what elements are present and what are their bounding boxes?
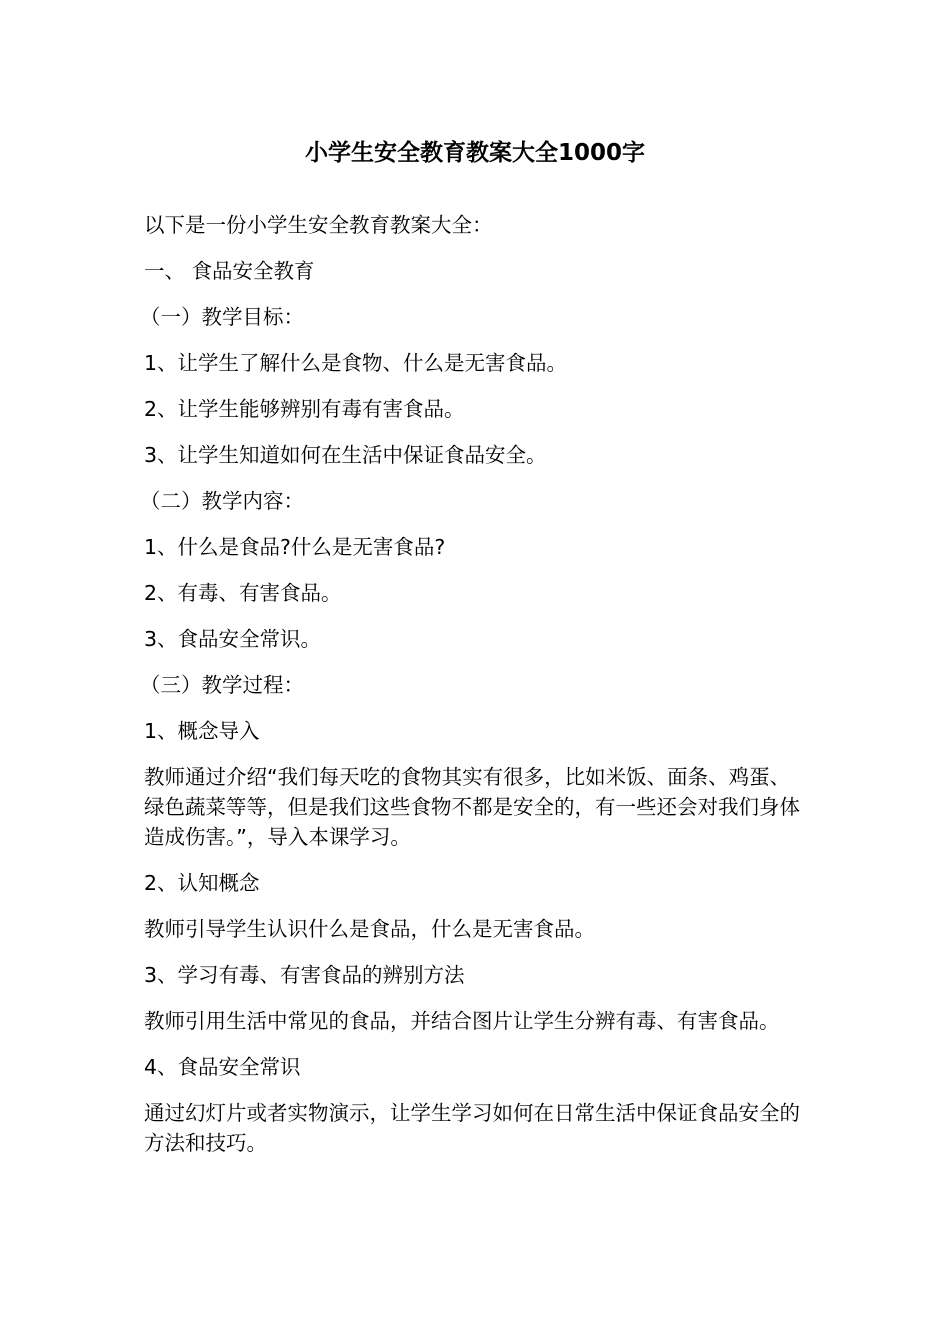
body-paragraph: 教师引导学生认识什么是食品，什么是无害食品。 xyxy=(144,917,595,941)
body-paragraph: 教师引用生活中常见的食品，并结合图片让学生分辨有毒、有害食品。 xyxy=(144,1009,780,1033)
intro-paragraph: 以下是一份小学生安全教育教案大全： xyxy=(144,213,493,237)
list-item: 1、让学生了解什么是食物、什么是无害食品。 xyxy=(144,351,568,375)
step-heading: 4、食品安全常识 xyxy=(144,1055,301,1079)
section-heading: 一、 食品安全教育 xyxy=(144,259,315,283)
body-paragraph: 教师通过介绍“我们每天吃的食物其实有很多，比如米饭、面条、鸡蛋、绿色蔬菜等等，但是我们这些食物不都是安全的，有一些还会对我们身体造成伤害。”，导入本课学习。 xyxy=(144,765,800,849)
subsection-heading: （一）教学目标： xyxy=(140,305,304,329)
document-title: 小学生安全教育教案大全1000字 xyxy=(304,140,645,166)
list-item: 3、食品安全常识。 xyxy=(144,627,322,651)
list-item: 3、让学生知道如何在生活中保证食品安全。 xyxy=(144,443,547,467)
list-item: 2、让学生能够辨别有毒有害食品。 xyxy=(144,397,465,421)
document-body xyxy=(140,210,804,1174)
list-item: 1、什么是食品?什么是无害食品? xyxy=(144,535,446,559)
subsection-heading: （二）教学内容： xyxy=(140,489,304,513)
list-item: 2、有毒、有害食品。 xyxy=(144,581,342,605)
step-heading: 2、认知概念 xyxy=(144,871,260,895)
subsection-heading: （三）教学过程： xyxy=(140,673,304,697)
step-heading: 1、概念导入 xyxy=(144,719,260,743)
step-heading: 3、学习有毒、有害食品的辨别方法 xyxy=(144,963,465,987)
body-paragraph: 通过幻灯片或者实物演示，让学生学习如何在日常生活中保证食品安全的方法和技巧。 xyxy=(144,1101,800,1155)
